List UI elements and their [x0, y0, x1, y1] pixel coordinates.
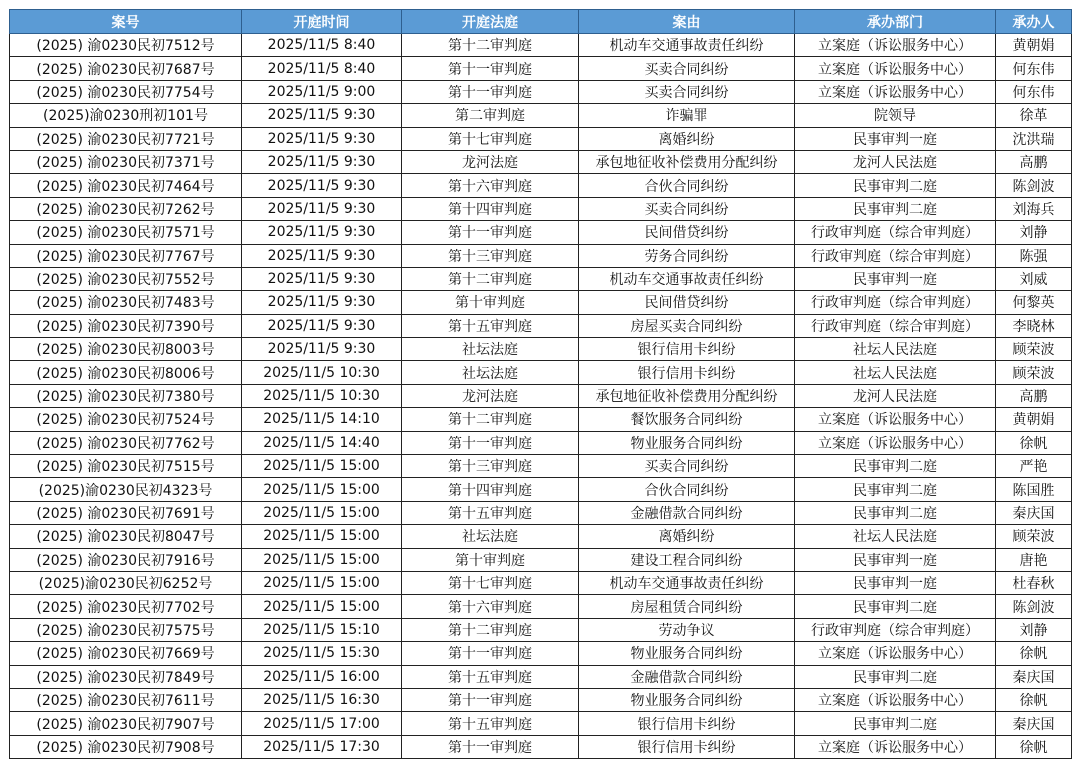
department-cell: 立案庭（诉讼服务中心）	[795, 642, 996, 665]
judge-cell: 顾荣波	[996, 338, 1072, 361]
table-row	[10, 431, 1072, 454]
courtroom-cell: 第十四审判庭	[402, 197, 579, 220]
department-cell: 民事审判二庭	[795, 712, 996, 735]
judge-cell: 徐帆	[996, 642, 1072, 665]
courtroom-cell: 第十二审判庭	[402, 34, 579, 57]
table-row	[10, 267, 1072, 290]
table-row	[10, 244, 1072, 267]
department-cell: 民事审判一庭	[795, 127, 996, 150]
judge-cell: 严艳	[996, 455, 1072, 478]
hearing-time-cell: 2025/11/5 8:40	[242, 57, 402, 80]
courtroom-cell: 龙河法庭	[402, 150, 579, 173]
hearing-time-cell: 2025/11/5 15:00	[242, 595, 402, 618]
hearing-time-cell: 2025/11/5 9:30	[242, 150, 402, 173]
case-number-cell: (2025) 渝0230民初7754号	[10, 80, 242, 103]
department-cell: 行政审判庭（综合审判庭）	[795, 291, 996, 314]
courtroom-cell: 第十七审判庭	[402, 127, 579, 150]
judge-cell: 唐艳	[996, 548, 1072, 571]
table-row	[10, 127, 1072, 150]
schedule-table-container	[9, 9, 1072, 759]
cause-cell: 房屋买卖合同纠纷	[579, 314, 795, 337]
cause-cell: 买卖合同纠纷	[579, 57, 795, 80]
hearing-time-cell: 2025/11/5 15:30	[242, 642, 402, 665]
hearing-time-cell: 2025/11/5 17:30	[242, 735, 402, 758]
hearing-time-cell: 2025/11/5 9:30	[242, 291, 402, 314]
courtroom-cell: 第二审判庭	[402, 104, 579, 127]
hearing-time-cell: 2025/11/5 15:00	[242, 455, 402, 478]
judge-cell: 李晓林	[996, 314, 1072, 337]
department-cell: 社坛人民法庭	[795, 361, 996, 384]
table-body	[10, 34, 1072, 759]
cause-cell: 物业服务合同纠纷	[579, 642, 795, 665]
courtroom-cell: 第十二审判庭	[402, 267, 579, 290]
judge-cell: 陈剑波	[996, 174, 1072, 197]
case-number-cell: (2025) 渝0230民初7762号	[10, 431, 242, 454]
department-cell: 民事审判二庭	[795, 665, 996, 688]
case-number-cell: (2025) 渝0230民初7524号	[10, 408, 242, 431]
courtroom-cell: 第十一审判庭	[402, 431, 579, 454]
case-number-cell: (2025) 渝0230民初7611号	[10, 688, 242, 711]
case-number-cell: (2025) 渝0230民初7552号	[10, 267, 242, 290]
judge-cell: 刘静	[996, 221, 1072, 244]
cause-cell: 离婚纠纷	[579, 525, 795, 548]
cause-cell: 银行信用卡纠纷	[579, 338, 795, 361]
judge-cell: 黄朝娟	[996, 408, 1072, 431]
case-number-cell: (2025) 渝0230民初7687号	[10, 57, 242, 80]
courtroom-cell: 第十一审判庭	[402, 57, 579, 80]
hearing-time-cell: 2025/11/5 9:30	[242, 244, 402, 267]
department-cell: 民事审判二庭	[795, 197, 996, 220]
judge-cell: 杜春秋	[996, 571, 1072, 594]
case-number-cell: (2025) 渝0230民初7515号	[10, 455, 242, 478]
department-cell: 龙河人民法庭	[795, 384, 996, 407]
judge-cell: 秦庆国	[996, 712, 1072, 735]
case-number-cell: (2025) 渝0230民初7390号	[10, 314, 242, 337]
case-number-cell: (2025) 渝0230民初7908号	[10, 735, 242, 758]
table-row	[10, 291, 1072, 314]
courtroom-cell: 第十二审判庭	[402, 408, 579, 431]
case-number-cell: (2025) 渝0230民初7371号	[10, 150, 242, 173]
case-number-cell: (2025) 渝0230民初7262号	[10, 197, 242, 220]
hearing-time-cell: 2025/11/5 15:00	[242, 571, 402, 594]
judge-cell: 刘静	[996, 618, 1072, 641]
courtroom-cell: 第十六审判庭	[402, 174, 579, 197]
courtroom-cell: 社坛法庭	[402, 525, 579, 548]
cause-cell: 房屋租赁合同纠纷	[579, 595, 795, 618]
case-number-cell: (2025) 渝0230民初7907号	[10, 712, 242, 735]
cause-cell: 劳务合同纠纷	[579, 244, 795, 267]
table-row	[10, 501, 1072, 524]
cause-cell: 机动车交通事故责任纠纷	[579, 571, 795, 594]
cause-cell: 物业服务合同纠纷	[579, 431, 795, 454]
department-cell: 民事审判二庭	[795, 455, 996, 478]
case-number-cell: (2025) 渝0230民初7575号	[10, 618, 242, 641]
case-number-cell: (2025) 渝0230民初7916号	[10, 548, 242, 571]
table-row	[10, 314, 1072, 337]
department-cell: 民事审判一庭	[795, 267, 996, 290]
case-number-cell: (2025) 渝0230民初7849号	[10, 665, 242, 688]
hearing-time-cell: 2025/11/5 8:40	[242, 34, 402, 57]
cause-cell: 合伙合同纠纷	[579, 478, 795, 501]
courtroom-cell: 第十一审判庭	[402, 735, 579, 758]
judge-cell: 沈洪瑞	[996, 127, 1072, 150]
courtroom-cell: 社坛法庭	[402, 361, 579, 384]
judge-cell: 徐帆	[996, 735, 1072, 758]
hearing-time-cell: 2025/11/5 14:10	[242, 408, 402, 431]
hearing-time-cell: 2025/11/5 17:00	[242, 712, 402, 735]
table-header	[10, 10, 1072, 34]
department-cell: 立案庭（诉讼服务中心）	[795, 34, 996, 57]
department-cell: 龙河人民法庭	[795, 150, 996, 173]
hearing-schedule-table	[9, 9, 1072, 759]
department-cell: 民事审判二庭	[795, 501, 996, 524]
table-row	[10, 665, 1072, 688]
judge-cell: 陈剑波	[996, 595, 1072, 618]
cause-cell: 餐饮服务合同纠纷	[579, 408, 795, 431]
table-row	[10, 104, 1072, 127]
cause-cell: 金融借款合同纠纷	[579, 501, 795, 524]
department-cell: 行政审判庭（综合审判庭）	[795, 221, 996, 244]
header-department: 承办部门	[795, 10, 996, 34]
courtroom-cell: 龙河法庭	[402, 384, 579, 407]
cause-cell: 机动车交通事故责任纠纷	[579, 267, 795, 290]
table-row	[10, 595, 1072, 618]
department-cell: 民事审判一庭	[795, 548, 996, 571]
hearing-time-cell: 2025/11/5 9:30	[242, 267, 402, 290]
header-row	[10, 10, 1072, 34]
table-row	[10, 361, 1072, 384]
department-cell: 立案庭（诉讼服务中心）	[795, 408, 996, 431]
hearing-time-cell: 2025/11/5 15:10	[242, 618, 402, 641]
cause-cell: 承包地征收补偿费用分配纠纷	[579, 384, 795, 407]
courtroom-cell: 第十三审判庭	[402, 244, 579, 267]
table-row	[10, 455, 1072, 478]
hearing-time-cell: 2025/11/5 9:30	[242, 174, 402, 197]
cause-cell: 诈骗罪	[579, 104, 795, 127]
department-cell: 立案庭（诉讼服务中心）	[795, 57, 996, 80]
table-row	[10, 150, 1072, 173]
department-cell: 民事审判一庭	[795, 571, 996, 594]
courtroom-cell: 第十五审判庭	[402, 501, 579, 524]
hearing-time-cell: 2025/11/5 9:30	[242, 127, 402, 150]
cause-cell: 金融借款合同纠纷	[579, 665, 795, 688]
table-row	[10, 57, 1072, 80]
department-cell: 行政审判庭（综合审判庭）	[795, 244, 996, 267]
hearing-time-cell: 2025/11/5 9:30	[242, 314, 402, 337]
courtroom-cell: 第十五审判庭	[402, 712, 579, 735]
cause-cell: 银行信用卡纠纷	[579, 712, 795, 735]
table-row	[10, 174, 1072, 197]
case-number-cell: (2025) 渝0230民初7669号	[10, 642, 242, 665]
judge-cell: 何东伟	[996, 57, 1072, 80]
table-row	[10, 571, 1072, 594]
courtroom-cell: 第十六审判庭	[402, 595, 579, 618]
courtroom-cell: 第十一审判庭	[402, 80, 579, 103]
courtroom-cell: 第十一审判庭	[402, 642, 579, 665]
courtroom-cell: 第十七审判庭	[402, 571, 579, 594]
courtroom-cell: 第十五审判庭	[402, 665, 579, 688]
case-number-cell: (2025) 渝0230民初8003号	[10, 338, 242, 361]
case-number-cell: (2025) 渝0230民初7571号	[10, 221, 242, 244]
table-row	[10, 338, 1072, 361]
judge-cell: 陈强	[996, 244, 1072, 267]
table-row	[10, 618, 1072, 641]
hearing-time-cell: 2025/11/5 9:30	[242, 104, 402, 127]
case-number-cell: (2025) 渝0230民初8047号	[10, 525, 242, 548]
courtroom-cell: 第十一审判庭	[402, 221, 579, 244]
case-number-cell: (2025) 渝0230民初7702号	[10, 595, 242, 618]
table-row	[10, 735, 1072, 758]
cause-cell: 民间借贷纠纷	[579, 221, 795, 244]
table-row	[10, 525, 1072, 548]
table-row	[10, 80, 1072, 103]
cause-cell: 合伙合同纠纷	[579, 174, 795, 197]
judge-cell: 黄朝娟	[996, 34, 1072, 57]
cause-cell: 物业服务合同纠纷	[579, 688, 795, 711]
cause-cell: 建设工程合同纠纷	[579, 548, 795, 571]
judge-cell: 秦庆国	[996, 665, 1072, 688]
cause-cell: 机动车交通事故责任纠纷	[579, 34, 795, 57]
courtroom-cell: 社坛法庭	[402, 338, 579, 361]
case-number-cell: (2025) 渝0230民初7464号	[10, 174, 242, 197]
table-row	[10, 688, 1072, 711]
case-number-cell: (2025) 渝0230民初7483号	[10, 291, 242, 314]
header-judge: 承办人	[996, 10, 1072, 34]
department-cell: 立案庭（诉讼服务中心）	[795, 80, 996, 103]
hearing-time-cell: 2025/11/5 15:00	[242, 501, 402, 524]
cause-cell: 承包地征收补偿费用分配纠纷	[579, 150, 795, 173]
hearing-time-cell: 2025/11/5 15:00	[242, 478, 402, 501]
department-cell: 民事审判二庭	[795, 174, 996, 197]
table-row	[10, 384, 1072, 407]
judge-cell: 秦庆国	[996, 501, 1072, 524]
judge-cell: 何黎英	[996, 291, 1072, 314]
courtroom-cell: 第十审判庭	[402, 291, 579, 314]
department-cell: 立案庭（诉讼服务中心）	[795, 735, 996, 758]
case-number-cell: (2025) 渝0230民初7691号	[10, 501, 242, 524]
judge-cell: 徐帆	[996, 431, 1072, 454]
cause-cell: 银行信用卡纠纷	[579, 735, 795, 758]
hearing-time-cell: 2025/11/5 10:30	[242, 384, 402, 407]
header-hearing-time: 开庭时间	[242, 10, 402, 34]
table-row	[10, 642, 1072, 665]
judge-cell: 高鹏	[996, 150, 1072, 173]
hearing-time-cell: 2025/11/5 9:30	[242, 221, 402, 244]
hearing-time-cell: 2025/11/5 9:30	[242, 197, 402, 220]
courtroom-cell: 第十四审判庭	[402, 478, 579, 501]
department-cell: 行政审判庭（综合审判庭）	[795, 314, 996, 337]
hearing-time-cell: 2025/11/5 15:00	[242, 525, 402, 548]
judge-cell: 徐革	[996, 104, 1072, 127]
judge-cell: 高鹏	[996, 384, 1072, 407]
cause-cell: 买卖合同纠纷	[579, 455, 795, 478]
table-row	[10, 548, 1072, 571]
table-row	[10, 712, 1072, 735]
hearing-time-cell: 2025/11/5 10:30	[242, 361, 402, 384]
courtroom-cell: 第十三审判庭	[402, 455, 579, 478]
courtroom-cell: 第十二审判庭	[402, 618, 579, 641]
department-cell: 立案庭（诉讼服务中心）	[795, 431, 996, 454]
department-cell: 行政审判庭（综合审判庭）	[795, 618, 996, 641]
department-cell: 社坛人民法庭	[795, 525, 996, 548]
table-row	[10, 197, 1072, 220]
department-cell: 民事审判二庭	[795, 478, 996, 501]
cause-cell: 银行信用卡纠纷	[579, 361, 795, 384]
hearing-time-cell: 2025/11/5 9:00	[242, 80, 402, 103]
table-row	[10, 478, 1072, 501]
cause-cell: 离婚纠纷	[579, 127, 795, 150]
courtroom-cell: 第十审判庭	[402, 548, 579, 571]
hearing-time-cell: 2025/11/5 15:00	[242, 548, 402, 571]
case-number-cell: (2025) 渝0230民初7767号	[10, 244, 242, 267]
table-row	[10, 408, 1072, 431]
case-number-cell: (2025)渝0230民初4323号	[10, 478, 242, 501]
case-number-cell: (2025) 渝0230民初7721号	[10, 127, 242, 150]
department-cell: 社坛人民法庭	[795, 338, 996, 361]
header-courtroom: 开庭法庭	[402, 10, 579, 34]
courtroom-cell: 第十五审判庭	[402, 314, 579, 337]
table-row	[10, 221, 1072, 244]
hearing-time-cell: 2025/11/5 9:30	[242, 338, 402, 361]
judge-cell: 顾荣波	[996, 525, 1072, 548]
case-number-cell: (2025) 渝0230民初7512号	[10, 34, 242, 57]
header-cause: 案由	[579, 10, 795, 34]
judge-cell: 刘海兵	[996, 197, 1072, 220]
department-cell: 民事审判二庭	[795, 595, 996, 618]
department-cell: 院领导	[795, 104, 996, 127]
cause-cell: 买卖合同纠纷	[579, 197, 795, 220]
courtroom-cell: 第十一审判庭	[402, 688, 579, 711]
cause-cell: 劳动争议	[579, 618, 795, 641]
hearing-time-cell: 2025/11/5 16:30	[242, 688, 402, 711]
judge-cell: 刘威	[996, 267, 1072, 290]
hearing-time-cell: 2025/11/5 14:40	[242, 431, 402, 454]
judge-cell: 徐帆	[996, 688, 1072, 711]
case-number-cell: (2025)渝0230民初6252号	[10, 571, 242, 594]
cause-cell: 民间借贷纠纷	[579, 291, 795, 314]
table-row	[10, 34, 1072, 57]
judge-cell: 何东伟	[996, 80, 1072, 103]
case-number-cell: (2025) 渝0230民初8006号	[10, 361, 242, 384]
judge-cell: 顾荣波	[996, 361, 1072, 384]
cause-cell: 买卖合同纠纷	[579, 80, 795, 103]
header-case-number: 案号	[10, 10, 242, 34]
case-number-cell: (2025) 渝0230民初7380号	[10, 384, 242, 407]
case-number-cell: (2025)渝0230刑初101号	[10, 104, 242, 127]
hearing-time-cell: 2025/11/5 16:00	[242, 665, 402, 688]
judge-cell: 陈国胜	[996, 478, 1072, 501]
department-cell: 立案庭（诉讼服务中心）	[795, 688, 996, 711]
